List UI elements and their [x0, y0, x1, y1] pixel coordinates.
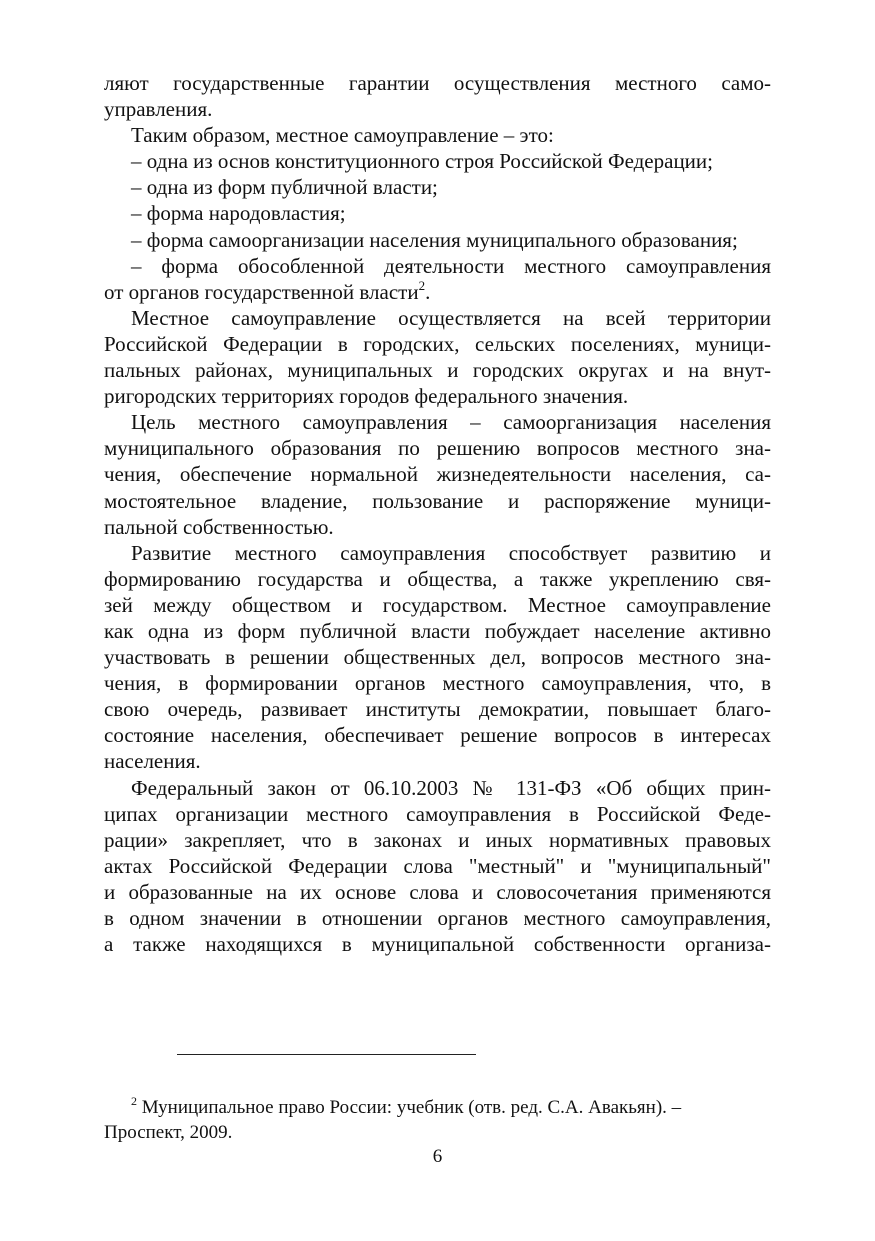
text-line: ляют государственные гарантии осуществления местного само- [104, 71, 771, 95]
list-item: – одна из форм публичной власти; [131, 175, 438, 200]
footnote-divider [177, 1054, 476, 1055]
text-line: ригородских территориях городов федерального значения. [104, 384, 629, 409]
footnote-marker: 2 [131, 1093, 137, 1108]
text-line [104, 279, 771, 305]
list-item: – форма обособленной деятельности местного самоуправления [131, 253, 771, 278]
text-line: Российской Федерации в городских, сельских поселениях, муници- [104, 331, 771, 356]
text-line: муниципального образования по решению вопросов местного зна- [104, 436, 771, 461]
text-line: рации» закрепляет, что в законах и иных нормативных правовых [104, 827, 771, 852]
text-fragment: . [425, 279, 431, 304]
text-line: ципах организации местного самоуправления в Российской Феде- [104, 801, 771, 826]
text-line: мостоятельное владение, пользование и распоряжение муници- [104, 488, 771, 513]
text-line: Таким образом, местное самоуправление – это: [131, 123, 554, 148]
text-line: населения. [104, 749, 201, 774]
text-line: в одном значении в отношении органов местного самоуправления, [104, 906, 771, 930]
text-line: пальной собственностью. [104, 514, 334, 539]
text-line: свою очередь, развивает институты демократии, повышает благо- [104, 697, 771, 722]
text-fragment: от органов государственной власти [104, 279, 419, 304]
list-item: – форма народовластия; [131, 201, 346, 226]
text-line: формированию государства и общества, а также укреплению свя- [104, 566, 771, 591]
footnote-line: Проспект, 2009. [104, 1122, 233, 1143]
footnote [104, 1095, 771, 1145]
text-line: зей между обществом и государством. Местное самоуправление [104, 592, 771, 617]
text-line: как одна из форм публичной власти побуждает население активно [104, 618, 771, 643]
text-line: чения, в формировании органов местного самоуправления, что, в [104, 671, 771, 696]
text-line: Развитие местного самоуправления способствует развитию и [131, 540, 771, 565]
footnote-line [104, 1095, 771, 1120]
document-body [104, 70, 771, 957]
text-line: а также находящихся в муниципальной собственности организа- [104, 932, 771, 957]
footnote-text: Муниципальное право России: учебник (отв. ред. С.А. Авакьян). – [141, 1097, 682, 1118]
text-line: управления. [104, 97, 213, 122]
list-item: – форма самоорганизации населения муниципального образования; [131, 227, 738, 252]
text-line: чения, обеспечение нормальной жизнедеятельности населения, са- [104, 462, 771, 487]
text-line: актах Российской Федерации слова "местный" и "муниципальный" [104, 853, 771, 878]
text-line: и образованные на их основе слова и словосочетания применяются [104, 879, 771, 904]
text-line: Цель местного самоуправления – самоорганизация населения [131, 410, 771, 435]
text-line: состояние населения, обеспечивает решение вопросов в интересах [104, 723, 771, 748]
text-line: участвовать в решении общественных дел, вопросов местного зна- [104, 645, 771, 670]
footnote-reference[interactable]: 2 [418, 277, 426, 293]
page-number: 6 [432, 1146, 443, 1167]
text-line: Федеральный закон от 06.10.2003 № 131-ФЗ «Об общих прин- [131, 775, 771, 800]
text-line: пальных районах, муниципальных и городских округах и на внут- [104, 358, 771, 383]
text-line: Местное самоуправление осуществляется на всей территории [131, 305, 771, 330]
list-item: – одна из основ конституционного строя Российской Федерации; [131, 149, 713, 174]
